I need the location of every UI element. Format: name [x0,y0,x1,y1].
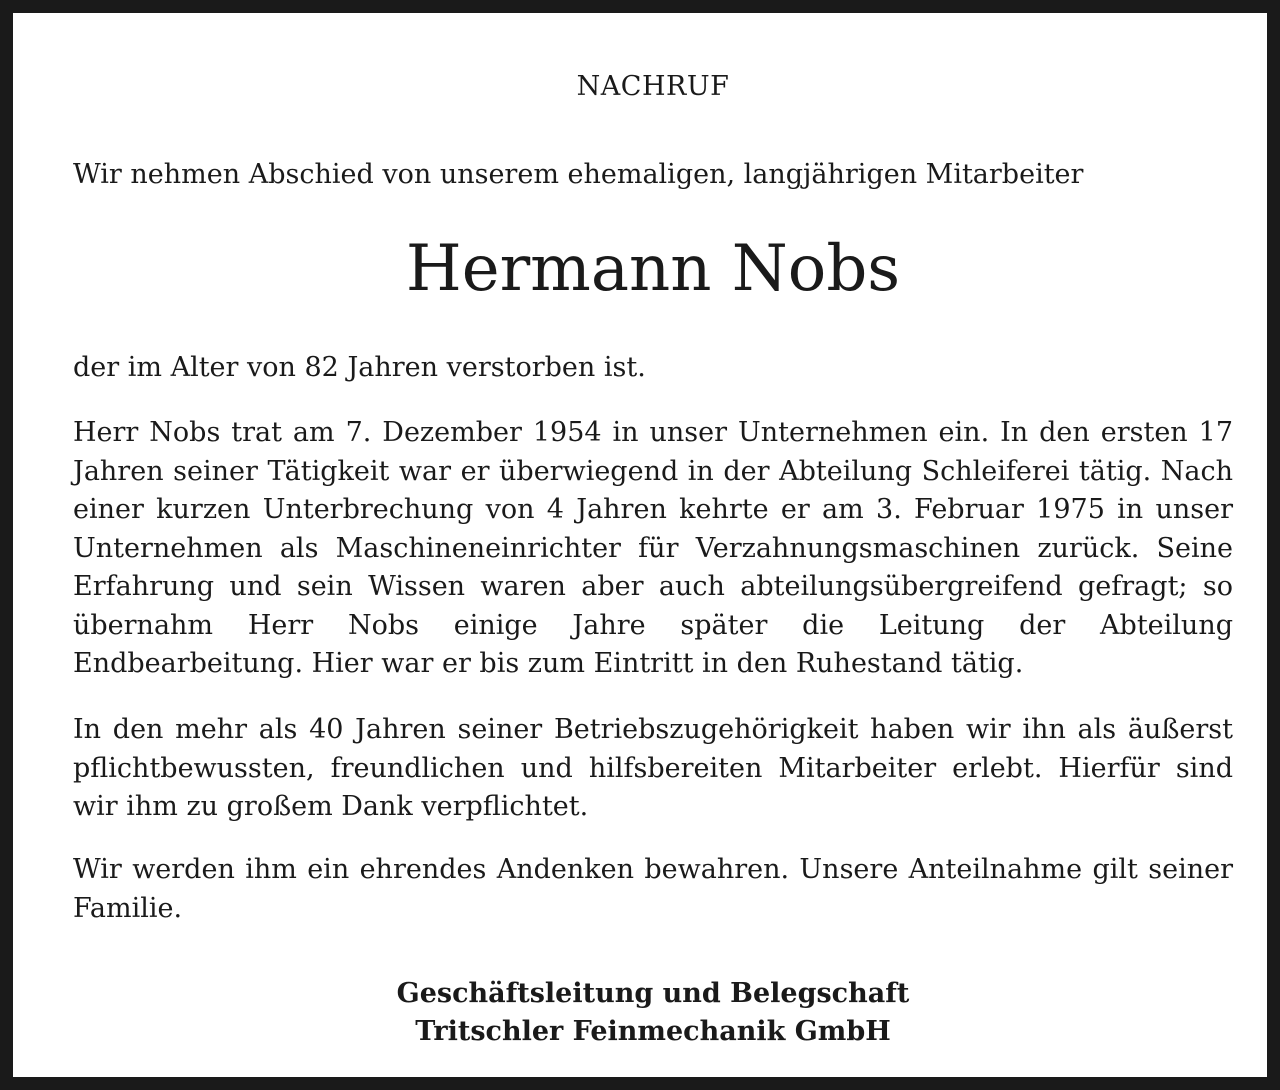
signature-block [73,975,1233,1051]
intro-text: Wir nehmen Abschied von unserem ehemaligen, langjährigen Mitarbeiter [73,159,1084,190]
obituary-heading: NACHRUF [576,71,730,102]
deceased-name: Hermann Nobs [405,232,901,306]
age-text: der im Alter von 82 Jahren verstorben ist. [73,352,646,383]
paragraph-condolence: Wir werden ihm ein ehrendes Andenken bewahren. Unsere Anteilnahme gilt seiner Familie. [73,854,1233,924]
paragraph-career: Herr Nobs trat am 7. Dezember 1954 in unser Unternehmen ein. In den ersten 17 Jahren seiner Tätigkeit war er überwiegend in der Abteilung Schleiferei tätig. Nach einer kurzen Unterbrechung von 4 Jahren kehrte er am 3. Februar 1975 in unser Unternehmen als Maschineneinrichter für Verzahnungsmaschinen zurück. Seine Erfahrung und sein Wissen waren aber auch abteilungsübergreifend gefragt; so übernahm Herr Nobs einige Jahre später die Leitung der Abteilung Endbearbeitung. Hier war er bis zum Eintritt in den Ruhestand tätig. [73,417,1233,679]
signature-line-2: Tritschler Feinmechanik GmbH [415,1016,891,1047]
paragraph-appreciation: In den mehr als 40 Jahren seiner Betriebszugehörigkeit haben wir ihn als äußerst pflichtbewussten, freundlichen und hilfsbereiten Mitarbeiter erlebt. Hierfür sind wir ihm zu großem Dank verpflichtet. [73,714,1233,822]
signature-line-1: Geschäftsleitung und Belegschaft [396,978,910,1009]
